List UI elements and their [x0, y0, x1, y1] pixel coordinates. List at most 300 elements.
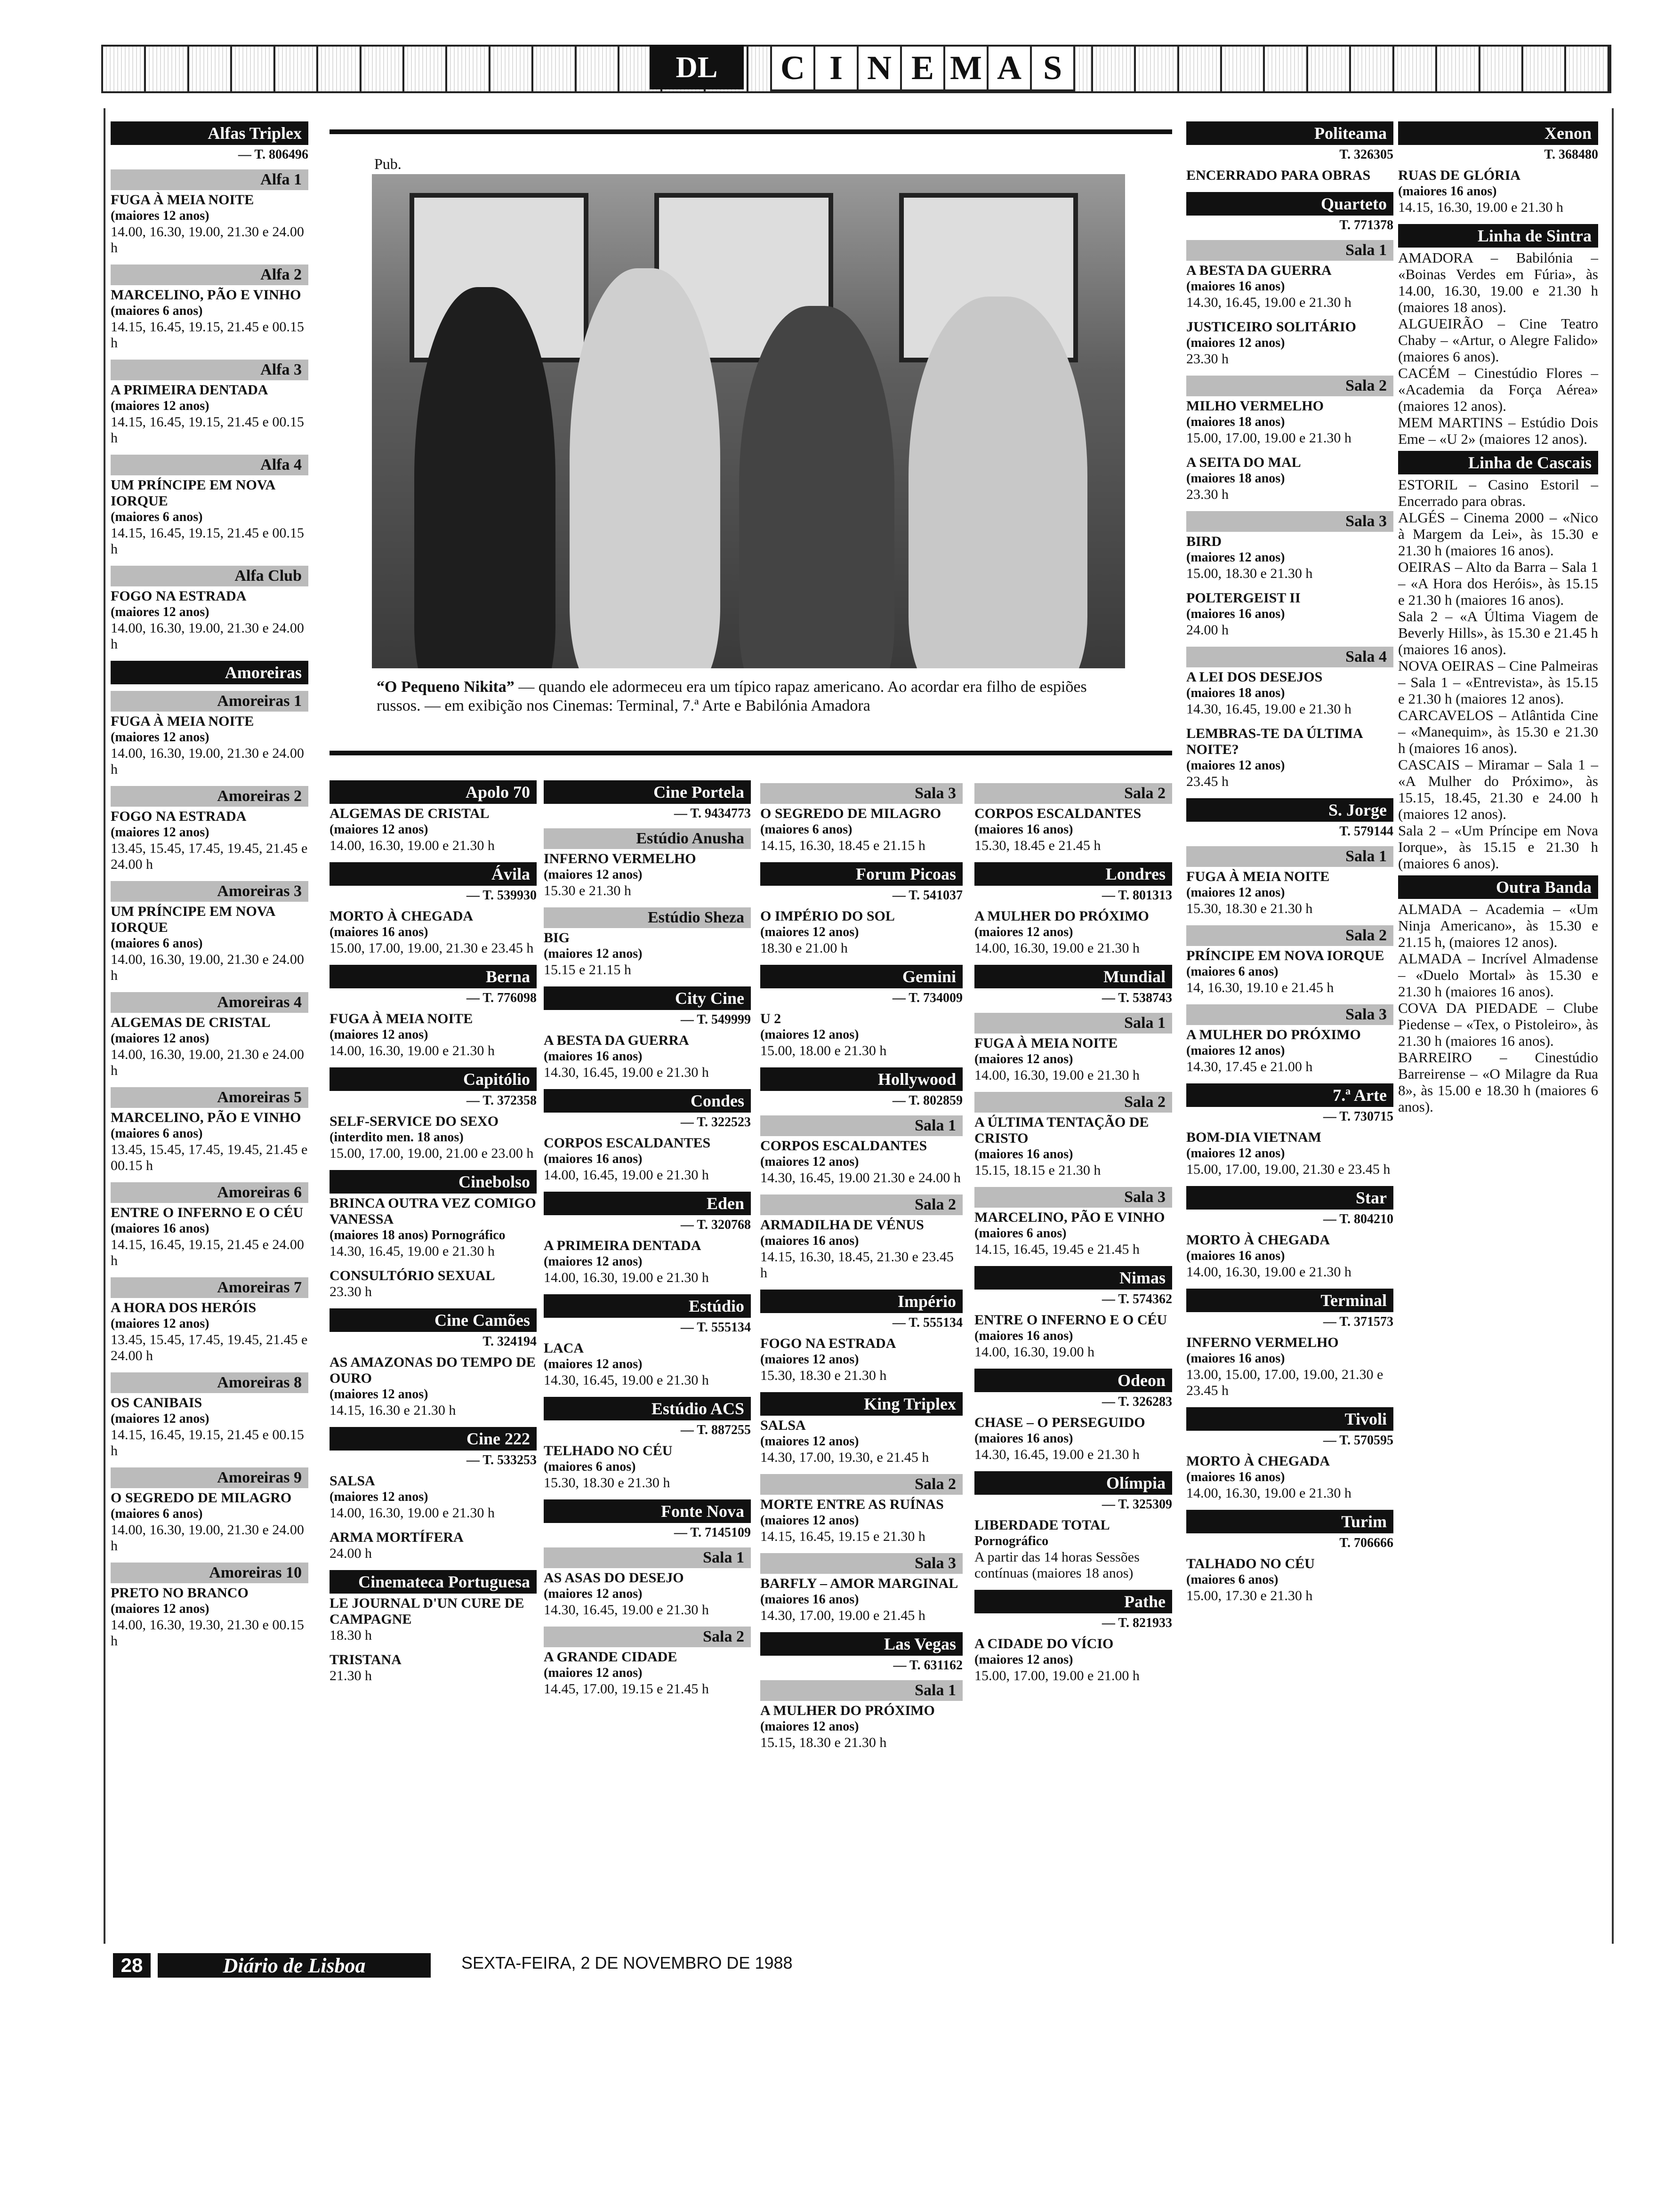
film-listing [330, 1530, 537, 1562]
age-rating: (maiores 16 anos) [111, 1221, 209, 1236]
cinema-phone: — T. 372358 [466, 1093, 537, 1108]
screen-header: Alfa Club [111, 566, 308, 586]
age-rating: (maiores 12 anos) [1186, 1043, 1285, 1058]
film-listing [111, 477, 308, 557]
film-listing [330, 1195, 537, 1259]
screen-header: Sala 4 [1186, 647, 1393, 667]
age-rating: (maiores 18 anos) [1186, 415, 1285, 429]
film-listing [974, 908, 1172, 956]
regional-listing: ALGUEIRÃO – Cine Teatro Chaby – «Artur, o Alegre Falido» (maiores 6 anos). [1398, 315, 1598, 365]
cinema-phone: — T. 574362 [1102, 1292, 1172, 1306]
age-rating: (maiores 6 anos) [1186, 1572, 1279, 1587]
screen-header: Sala 1 [1186, 240, 1393, 261]
age-rating: (maiores 12 anos) [544, 1587, 643, 1601]
film-listing [1186, 1453, 1393, 1501]
film-title: ENTRE O INFERNO E O CÉU [111, 1205, 304, 1220]
showtimes: 21.30 h [330, 1668, 372, 1683]
regional-listing: CASCAIS – Miramar – Sala 1 – «A Mulher do Próximo», às 15.15, 18.45, 21.30 e 24.00 h (maiores 12 anos). [1398, 756, 1598, 822]
showtimes: 15.30, 18.45 e 21.45 h [974, 838, 1101, 853]
film-title: LEMBRAS-TE DA ÚLTIMA NOITE? [1186, 726, 1362, 757]
cinema-header: Condes [544, 1089, 751, 1113]
age-rating: (maiores 16 anos) [974, 1147, 1073, 1162]
film-title: ALGEMAS DE CRISTAL [111, 1015, 271, 1030]
column-1 [111, 118, 308, 1658]
cinema-phone: — T. 804210 [1323, 1212, 1393, 1226]
age-rating: (maiores 12 anos) [760, 1513, 859, 1528]
showtimes: 14.15, 16.30, 18.45, 21.30 e 23.45 h [760, 1249, 954, 1281]
age-rating: (maiores 12 anos) [974, 1652, 1073, 1667]
showtimes: 14.00, 16.30, 19.00, 21.30 e 24.00 h [111, 620, 304, 652]
film-title: TRISTANA [330, 1652, 402, 1667]
cinema-header: Capitólio [330, 1067, 537, 1091]
film-listing [974, 1114, 1172, 1178]
cinema-header: Odeon [974, 1369, 1172, 1392]
film-listing [544, 1238, 751, 1286]
showtimes: 14.15, 16.45, 19.45 e 21.45 h [974, 1242, 1140, 1257]
film-listing [1186, 1130, 1393, 1178]
film-listing [544, 851, 751, 899]
masthead-logo: DL [650, 45, 744, 89]
film-title: CORPOS ESCALDANTES [974, 806, 1142, 821]
page-number: 28 [113, 1953, 151, 1978]
showtimes: 15.00, 18.30 e 21.30 h [1186, 566, 1313, 581]
age-rating: (maiores 16 anos) [974, 822, 1073, 837]
showtimes: 15.00, 17.00, 19.00, 21.30 e 23.45 h [330, 940, 534, 956]
age-rating: (maiores 12 anos) [974, 1052, 1073, 1066]
showtimes: 14.00, 16.30, 19.00 e 21.30 h [330, 838, 495, 853]
screen-header: Sala 2 [760, 1194, 963, 1215]
film-listing [1186, 1027, 1393, 1075]
film-listing [111, 1300, 308, 1364]
film-title: PRETO NO BRANCO [111, 1585, 249, 1601]
film-title: INFERNO VERMELHO [1186, 1335, 1339, 1350]
cinema-phone: T. 326305 [1339, 147, 1393, 162]
cinema-header: Tivoli [1186, 1407, 1393, 1431]
showtimes: 14.00, 16.30, 19.00 e 21.30 h [1186, 1264, 1351, 1280]
cinema-phone: — T. 9434773 [674, 806, 751, 821]
film-title: UM PRÍNCIPE EM NOVA IORQUE [111, 904, 275, 935]
cinema-header: Cinemateca Portuguesa [330, 1570, 537, 1594]
age-rating: (maiores 6 anos) [111, 510, 203, 524]
showtimes: 15.00, 17.00, 19.00, 21.00 e 23.00 h [330, 1146, 534, 1161]
showtimes: 23.30 h [330, 1284, 372, 1299]
age-rating: (maiores 12 anos) [111, 1316, 209, 1331]
film-title: TALHADO NO CÉU [1186, 1556, 1315, 1571]
cinema-header: Alfas Triplex [111, 121, 308, 145]
age-rating: (interdito men. 18 anos) [330, 1130, 464, 1145]
age-rating: (maiores 12 anos) [111, 1411, 209, 1426]
cinema-header: Outra Banda [1398, 875, 1598, 899]
age-rating: (maiores 16 anos) [1186, 607, 1285, 621]
film-listing [760, 806, 963, 854]
column-4 [760, 777, 963, 1759]
cinema-header: Star [1186, 1186, 1393, 1210]
film-title: A CIDADE DO VÍCIO [974, 1636, 1114, 1651]
column-7 [1398, 118, 1598, 1115]
film-title: TELHADO NO CÉU [544, 1443, 673, 1459]
age-rating: (maiores 12 anos) [111, 399, 209, 413]
screen-header: Sala 1 [1186, 846, 1393, 867]
film-title: SALSA [330, 1473, 375, 1489]
age-rating: (maiores 16 anos) [760, 1592, 859, 1607]
film-title: BIG [544, 930, 570, 946]
showtimes: 14.30, 16.45, 19.00 e 21.30 h [544, 1065, 709, 1080]
film-title: A MULHER DO PRÓXIMO [1186, 1027, 1361, 1042]
screen-header: Amoreiras 5 [111, 1087, 308, 1108]
cinema-phone: — T. 821933 [1102, 1616, 1172, 1630]
cinema-phone: — T. 801313 [1102, 888, 1172, 903]
age-rating: (maiores 6 anos) [544, 1459, 636, 1474]
film-title: MORTO À CHEGADA [1186, 1232, 1330, 1248]
film-listing [1186, 669, 1393, 717]
cinema-header: 7.ª Arte [1186, 1083, 1393, 1107]
age-rating: (maiores 16 anos) [1186, 1470, 1285, 1484]
showtimes: 14.15, 16.45, 19.15, 21.45 e 00.15 h [111, 319, 304, 351]
cinema-header: Xenon [1398, 121, 1598, 145]
showtimes: 15.00, 17.30 e 21.30 h [1186, 1588, 1313, 1603]
showtimes: 14.00, 16.30, 19.00, 21.30 e 24.00 h [111, 745, 304, 777]
showtimes: 14.30, 16.45, 19.00 e 21.30 h [330, 1243, 495, 1259]
age-rating: (maiores 12 anos) [544, 946, 643, 961]
masthead-letter: S [1030, 45, 1075, 91]
film-title: MORTO À CHEGADA [330, 908, 474, 924]
cinema-phone: — T. 555134 [892, 1315, 963, 1330]
film-listing [544, 1340, 751, 1388]
showtimes: 14.30, 16.45, 19.00 e 21.30 h [1186, 295, 1351, 310]
cinema-phone: — T. 326283 [1102, 1395, 1172, 1409]
showtimes: 15.00, 18.00 e 21.30 h [760, 1043, 887, 1058]
masthead-title [772, 45, 1075, 89]
cinema-phone: — T. 541037 [892, 888, 963, 903]
film-title: MORTO À CHEGADA [1186, 1453, 1330, 1469]
film-listing [974, 1312, 1172, 1360]
regional-listing: ALMADA – Incrível Almadense – «Duelo Mortal» às 15.30 e 21.30 h (maiores 16 anos). [1398, 950, 1598, 1000]
masthead-letter: I [813, 45, 859, 91]
cinema-phone: — T. 806496 [238, 147, 308, 162]
showtimes: 14.00, 16.30, 19.00 e 21.30 h [544, 1270, 709, 1285]
age-rating: (maiores 12 anos) [544, 867, 643, 882]
screen-header: Sala 3 [1186, 1004, 1393, 1025]
showtimes: 14.00, 16.30, 19.00 e 21.30 h [974, 1067, 1140, 1083]
age-rating: (maiores 6 anos) [111, 1507, 203, 1521]
age-rating: (maiores 12 anos) [544, 1254, 643, 1269]
screen-header: Sala 1 [544, 1547, 751, 1568]
screen-header: Estúdio Anusha [544, 828, 751, 849]
screen-header: Amoreiras 6 [111, 1182, 308, 1203]
photo-caption [377, 678, 1111, 715]
film-title: ARMA MORTÍFERA [330, 1530, 464, 1545]
cinema-header: Hollywood [760, 1067, 963, 1091]
screen-header: Sala 2 [760, 1474, 963, 1495]
cinema-phone: — T. 555134 [680, 1320, 751, 1335]
film-title: PRÍNCIPE EM NOVA IORQUE [1186, 948, 1384, 963]
age-rating: Pornográfico [974, 1534, 1049, 1548]
screen-header: Sala 3 [760, 1553, 963, 1574]
cinema-header: Cinebolso [330, 1170, 537, 1194]
film-title: JUSTICEIRO SOLITÁRIO [1186, 319, 1356, 335]
screen-header: Sala 1 [760, 1680, 963, 1701]
film-listing [111, 192, 308, 256]
age-rating: (maiores 12 anos) [111, 1602, 209, 1616]
regional-listing: ESTORIL – Casino Estoril – Encerrado para obras. [1398, 476, 1598, 509]
regional-listing: CARCAVELOS – Atlântida Cine – «Manequim», às 15.30 e 21.30 h (maiores 16 anos). [1398, 707, 1598, 756]
film-title: FOGO NA ESTRADA [111, 588, 247, 604]
showtimes: 14.15, 16.30, 18.45 e 21.15 h [760, 838, 925, 853]
age-rating: (maiores 12 anos) [330, 1490, 428, 1504]
film-listing [1186, 263, 1393, 311]
showtimes: 14.15, 16.45, 19.15 e 21.30 h [760, 1529, 925, 1544]
film-listing [1186, 398, 1393, 446]
age-rating: (maiores 16 anos) [974, 1431, 1073, 1446]
film-listing [1186, 168, 1393, 184]
film-listing [760, 1217, 963, 1281]
screen-header: Amoreiras 9 [111, 1467, 308, 1488]
regional-listing: ALGÉS – Cinema 2000 – «Nico à Margem da Lei», às 15.30 e 21.30 h (maiores 16 anos). [1398, 509, 1598, 559]
film-title: BIRD [1186, 534, 1222, 549]
regional-listing: AMADORA – Babilónia – «Boinas Verdes em Fúria», às 14.00, 16.30, 19.00 e 21.30 h (maiores 18 anos). [1398, 249, 1598, 315]
showtimes: 14.30, 16.45, 19.00 e 21.30 h [974, 1447, 1140, 1462]
cinema-header: Estúdio [544, 1294, 751, 1318]
top-rule [330, 129, 1172, 134]
age-rating: (maiores 12 anos) [1186, 550, 1285, 565]
screen-header: Alfa 4 [111, 455, 308, 475]
film-listing [544, 1570, 751, 1618]
age-rating: (maiores 16 anos) [974, 1329, 1073, 1343]
film-title: BOM-DIA VIETNAM [1186, 1130, 1321, 1145]
showtimes: 14.00, 16.30, 19.30, 21.30 e 00.15 h [111, 1617, 304, 1649]
showtimes: 14.30, 16.45, 19.00 21.30 e 24.00 h [760, 1170, 961, 1186]
regional-listing: NOVA OEIRAS – Cine Palmeiras – Sala 1 – «Entrevista», às 15.15 e 21.30 h (maiores 12 anos). [1398, 657, 1598, 707]
showtimes: 15.30, 18.30 e 21.30 h [1186, 901, 1313, 916]
screen-header: Sala 1 [974, 1013, 1172, 1034]
film-listing [544, 1033, 751, 1081]
cinema-phone: — T. 570595 [1323, 1433, 1393, 1448]
film-listing [111, 1395, 308, 1459]
cinema-header: Las Vegas [760, 1632, 963, 1656]
masthead-letter: A [987, 45, 1032, 91]
showtimes: 14.15, 16.45, 19.15, 21.45 e 24.00 h [111, 1237, 304, 1268]
film-listing [111, 904, 308, 984]
showtimes: 14.15, 16.45, 19.15, 21.45 e 00.15 h [111, 1427, 304, 1459]
showtimes: 14.15, 16.30, 19.00 e 21.30 h [1398, 200, 1563, 215]
film-title: FUGA À MEIA NOITE [111, 713, 254, 729]
film-title: MARCELINO, PÃO E VINHO [111, 1110, 301, 1125]
pub-label: Pub. [374, 155, 402, 172]
film-title: MILHO VERMELHO [1186, 398, 1324, 414]
showtimes: 15.15, 18.15 e 21.30 h [974, 1162, 1101, 1178]
age-rating: (maiores 12 anos) [760, 1352, 859, 1367]
film-listing [974, 1517, 1172, 1581]
age-rating: (maiores 12 anos) [330, 822, 428, 837]
film-listing [111, 287, 308, 351]
film-title: ARMADILHA DE VÉNUS [760, 1217, 924, 1233]
cinema-phone: — T. 730715 [1323, 1109, 1393, 1124]
showtimes: 15.00, 17.00, 19.00, 21.30 e 23.45 h [1186, 1162, 1391, 1177]
cinema-phone: — T. 549999 [680, 1012, 751, 1027]
showtimes: 14.00, 16.30, 19.00 e 21.30 h [330, 1043, 495, 1058]
advert-photo [372, 174, 1125, 668]
cinema-phone: T. 324194 [483, 1334, 537, 1349]
film-listing [1186, 1335, 1393, 1399]
film-listing [544, 930, 751, 978]
cinema-header: Politeama [1186, 121, 1393, 145]
cinema-phone: — T. 776098 [466, 991, 537, 1005]
age-rating: (maiores 16 anos) [1186, 1351, 1285, 1366]
cinema-header: Cine Portela [544, 780, 751, 804]
newspaper-name: Diário de Lisboa [158, 1953, 431, 1978]
film-listing [544, 1135, 751, 1183]
regional-listing: OEIRAS – Alto da Barra – Sala 1 – «A Hora dos Heróis», às 15.15 e 21.30 h (maiores 16 anos). [1398, 559, 1598, 608]
screen-header: Sala 3 [974, 1187, 1172, 1208]
film-listing [330, 1652, 537, 1684]
film-listing [1186, 534, 1393, 582]
film-listing [111, 1585, 308, 1649]
film-listing [760, 1138, 963, 1186]
film-listing [760, 1011, 963, 1059]
cinema-header: Berna [330, 965, 537, 988]
showtimes: 23.30 h [1186, 351, 1229, 367]
age-rating: (maiores 16 anos) [544, 1152, 643, 1166]
film-title: A PRIMEIRA DENTADA [111, 382, 268, 398]
film-title: ENCERRADO PARA OBRAS [1186, 168, 1371, 183]
cinema-header: City Cine [544, 986, 751, 1010]
showtimes: 15.30 e 21.30 h [544, 883, 631, 898]
cinema-header: Estúdio ACS [544, 1397, 751, 1420]
age-rating: (maiores 12 anos) [544, 1666, 643, 1680]
showtimes: 14.00, 16.30, 19.00 e 21.30 h [330, 1505, 495, 1521]
film-listing [330, 1595, 537, 1643]
film-listing [544, 1443, 751, 1491]
film-title: OS CANIBAIS [111, 1395, 202, 1411]
screen-header: Sala 2 [974, 783, 1172, 804]
film-listing [111, 1205, 308, 1269]
showtimes: 14.30, 16.45, 19.00 e 21.30 h [544, 1372, 709, 1388]
film-title: A HORA DOS HERÓIS [111, 1300, 257, 1315]
cinema-header: Cine Camões [330, 1308, 537, 1332]
film-title: A ÚLTIMA TENTAÇÃO DE CRISTO [974, 1114, 1149, 1146]
showtimes: 14.15, 16.45, 19.15, 21.45 e 00.15 h [111, 525, 304, 557]
film-title: INFERNO VERMELHO [544, 851, 696, 866]
film-title: A LEI DOS DESEJOS [1186, 669, 1323, 685]
film-title: MARCELINO, PÃO E VINHO [974, 1210, 1165, 1225]
cinema-header: Amoreiras [111, 661, 308, 684]
film-title: SALSA [760, 1418, 806, 1433]
age-rating: (maiores 12 anos) [974, 925, 1073, 939]
showtimes: 13.00, 15.00, 17.00, 19.00, 21.30 e 23.45 h [1186, 1367, 1384, 1398]
cinema-phone: — T. 533253 [466, 1453, 537, 1467]
film-title: ALGEMAS DE CRISTAL [330, 806, 490, 821]
film-listing [974, 1415, 1172, 1463]
age-rating: (maiores 6 anos) [974, 1226, 1067, 1241]
film-title: AS ASAS DO DESEJO [544, 1570, 684, 1586]
age-rating: (maiores 12 anos) [330, 1387, 428, 1402]
cinema-header: Turim [1186, 1510, 1393, 1533]
cinema-phone: — T. 322523 [680, 1115, 751, 1130]
screen-header: Amoreiras 2 [111, 786, 308, 807]
film-title: POLTERGEIST II [1186, 590, 1301, 606]
age-rating: (maiores 12 anos) [1186, 336, 1285, 350]
showtimes: 14, 16.30, 19.10 e 21.45 h [1186, 980, 1334, 995]
film-listing [330, 1354, 537, 1419]
age-rating: (maiores 16 anos) [544, 1049, 643, 1064]
cinema-header: Nimas [974, 1266, 1172, 1290]
film-title: LACA [544, 1340, 584, 1356]
cinema-phone: T. 368480 [1544, 147, 1598, 162]
screen-header: Sala 2 [544, 1627, 751, 1647]
age-rating: (maiores 12 anos) [330, 1027, 428, 1042]
film-listing [974, 1035, 1172, 1083]
cinema-header: Forum Picoas [760, 862, 963, 886]
cinema-header: Mundial [974, 965, 1172, 988]
cinema-header: Londres [974, 862, 1172, 886]
film-title: FOGO NA ESTRADA [111, 809, 247, 824]
showtimes: 24.00 h [330, 1546, 372, 1561]
film-title: AS AMAZONAS DO TEMPO DE OURO [330, 1354, 536, 1386]
film-listing [111, 1110, 308, 1174]
film-title: A SEITA DO MAL [1186, 455, 1301, 470]
cinema-phone: — T. 371573 [1323, 1314, 1393, 1329]
showtimes: 14.30, 17.45 e 21.00 h [1186, 1059, 1313, 1074]
cinema-phone: — T. 802859 [892, 1093, 963, 1108]
film-listing [111, 588, 308, 652]
film-title: A BESTA DA GUERRA [1186, 263, 1332, 278]
film-listing [760, 1497, 963, 1545]
cinema-phone: T. 771378 [1339, 218, 1393, 232]
cinema-header: Apolo 70 [330, 780, 537, 804]
cinema-phone: T. 579144 [1339, 824, 1393, 839]
age-rating: (maiores 6 anos) [760, 822, 853, 837]
film-listing [1186, 1556, 1393, 1604]
screen-header: Sala 1 [760, 1115, 963, 1136]
screen-header: Alfa 2 [111, 264, 308, 285]
regional-listing: Sala 2 – «A Última Viagem de Beverly Hills», às 15.30 e 21.45 h (maiores 16 anos). [1398, 608, 1598, 657]
cinema-header: King Triplex [760, 1392, 963, 1416]
age-rating: (maiores 18 anos) [1186, 686, 1285, 700]
film-title: ENTRE O INFERNO E O CÉU [974, 1312, 1167, 1328]
age-rating: (maiores 12 anos) [760, 1154, 859, 1169]
masthead-letter: N [857, 45, 902, 91]
film-title: A MULHER DO PRÓXIMO [760, 1703, 935, 1718]
cinema-phone: — T. 539930 [466, 888, 537, 903]
film-title: CORPOS ESCALDANTES [760, 1138, 927, 1154]
age-rating: (maiores 18 anos) [1186, 471, 1285, 486]
cinema-header: Gemini [760, 965, 963, 988]
showtimes: 14.00, 16.30, 19.00, 21.30 e 24.00 h [111, 1522, 304, 1554]
film-title: CHASE – O PERSEGUIDO [974, 1415, 1145, 1430]
film-listing [1186, 948, 1393, 996]
cinema-header: Cine 222 [330, 1427, 537, 1451]
film-title: O SEGREDO DE MILAGRO [760, 806, 941, 821]
cinema-header: Terminal [1186, 1289, 1393, 1312]
film-listing [111, 1015, 308, 1079]
film-listing [1398, 168, 1598, 216]
cinema-header: Império [760, 1290, 963, 1313]
age-rating: (maiores 18 anos) Pornográfico [330, 1228, 506, 1242]
film-listing [760, 908, 963, 956]
age-rating: (maiores 16 anos) [1186, 1249, 1285, 1263]
age-rating: (maiores 16 anos) [330, 925, 428, 939]
photo-bottom-rule [330, 751, 1172, 755]
screen-header: Sala 2 [1186, 376, 1393, 396]
film-title: CORPOS ESCALDANTES [544, 1135, 711, 1151]
film-listing [111, 1490, 308, 1554]
film-listing [330, 1473, 537, 1521]
column-5 [974, 777, 1172, 1692]
showtimes: 24.00 h [1186, 622, 1229, 638]
film-title: FOGO NA ESTRADA [760, 1336, 896, 1351]
film-listing [1186, 455, 1393, 503]
age-rating: (maiores 6 anos) [1186, 964, 1279, 979]
